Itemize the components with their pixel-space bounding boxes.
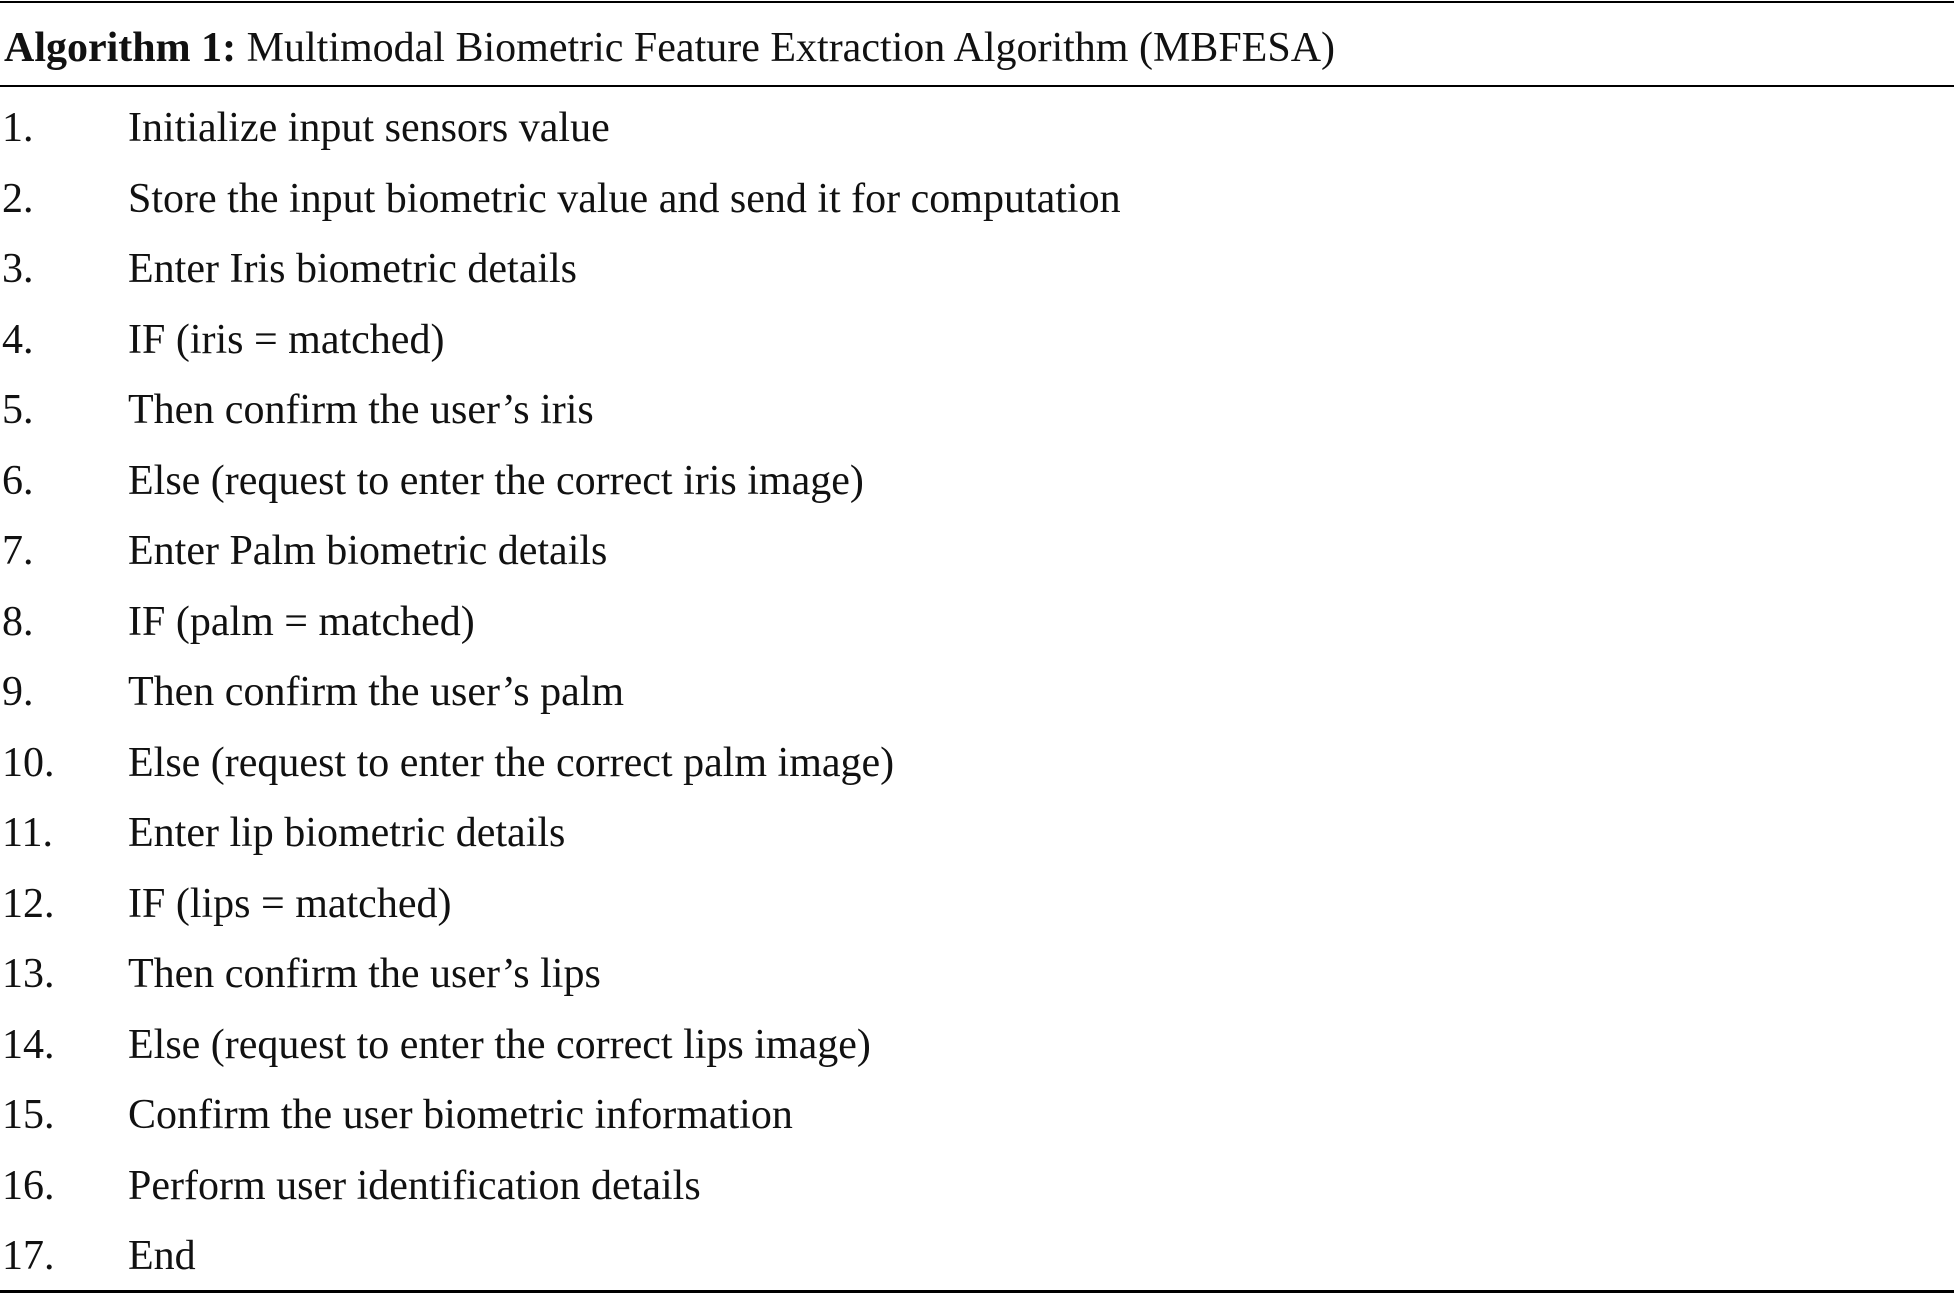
step-text: IF (iris = matched) [128, 316, 445, 363]
header-rule [0, 85, 1954, 87]
step-text: IF (palm = matched) [128, 598, 475, 645]
step-text: Else (request to enter the correct palm image) [128, 739, 895, 786]
step-text: Else (request to enter the correct lips image) [128, 1021, 871, 1068]
algorithm-title: Multimodal Biometric Feature Extraction Algorithm (MBFESA) [246, 25, 1336, 71]
step-number: 17. [2, 1233, 55, 1279]
step-number: 15. [2, 1092, 55, 1138]
step-number: 11. [2, 810, 53, 856]
step-text: Then confirm the user’s lips [128, 951, 601, 997]
step-text: IF (lips = matched) [128, 880, 452, 927]
step-text: End [128, 1233, 196, 1279]
step-number: 1. [2, 105, 34, 151]
step-number: 14. [2, 1021, 55, 1068]
step-text: Initialize input sensors value [128, 105, 610, 151]
step-text: Enter Iris biometric details [128, 246, 578, 292]
step-number: 3. [2, 246, 34, 292]
step-number: 7. [2, 528, 34, 574]
step-text: Else (request to enter the correct iris image) [128, 457, 864, 504]
step-number: 5. [2, 387, 34, 433]
step-text: Then confirm the user’s palm [128, 669, 625, 715]
step-text: Enter Palm biometric details [128, 528, 608, 574]
step-number: 6. [2, 457, 34, 504]
step-number: 2. [2, 175, 34, 222]
algorithm-label: Algorithm 1: [4, 25, 237, 71]
top-rule [0, 1, 1954, 3]
step-text: Store the input biometric value and send it for computation [128, 175, 1121, 222]
step-text: Perform user identification details [128, 1162, 701, 1209]
step-number: 13. [2, 951, 55, 997]
step-number: 16. [2, 1162, 55, 1209]
step-text: Then confirm the user’s iris [128, 387, 594, 433]
step-number: 9. [2, 669, 34, 715]
step-text: Confirm the user biometric information [128, 1092, 793, 1138]
step-number: 8. [2, 598, 34, 645]
step-number: 12. [2, 880, 55, 927]
step-text: Enter lip biometric details [128, 810, 566, 856]
algorithm-header [4, 20, 1335, 76]
step-number: 4. [2, 316, 34, 363]
step-number: 10. [2, 739, 55, 786]
bottom-rule [0, 1290, 1954, 1293]
